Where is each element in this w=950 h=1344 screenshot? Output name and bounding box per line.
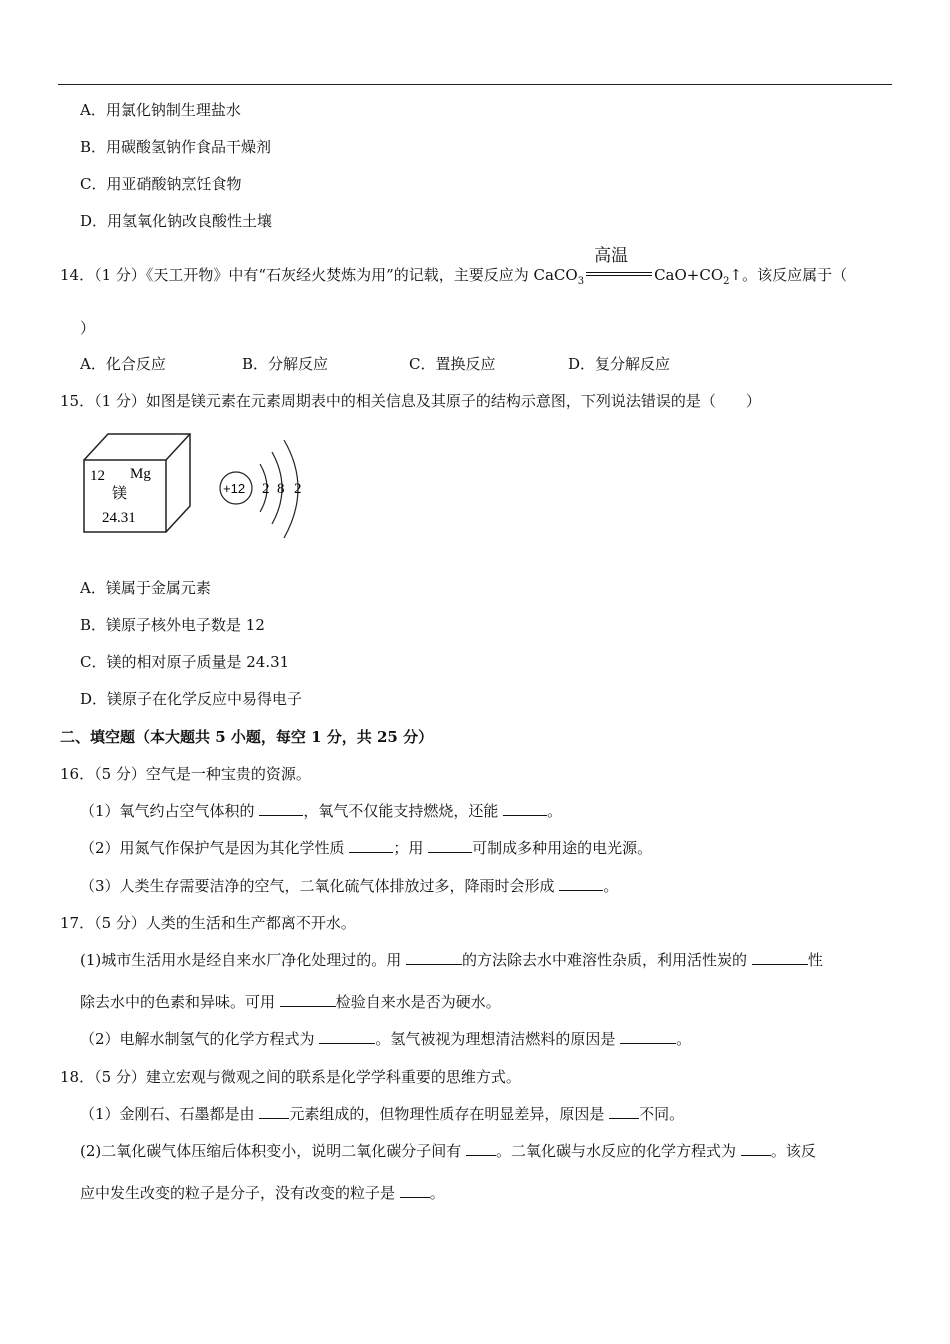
shell-electrons-2: 8 xyxy=(277,481,285,497)
q18-p2-text-d: 应中发生改变的粒子是分子，没有改变的粒子是 xyxy=(80,1184,400,1202)
answer-blank[interactable] xyxy=(466,1141,496,1156)
q18-p2-text-b: 。二氧化碳与水反应的化学方程式为 xyxy=(496,1142,741,1160)
q18-p1-text-c: 不同。 xyxy=(639,1105,685,1123)
q16-p2-text-a: （2）用氮气作保护气是因为其化学性质 xyxy=(80,839,350,857)
q17-p1-text-e: 检验自来水是否为硬水。 xyxy=(335,993,501,1011)
answer-blank[interactable] xyxy=(319,1029,375,1044)
q14-stem-end: ） xyxy=(80,319,96,337)
q18-p2-text-a: (2)二氧化碳气体压缩后体积变小，说明二氧化碳分子间有 xyxy=(80,1142,467,1160)
q17-part-1-line-2 xyxy=(80,992,501,1012)
answer-blank[interactable] xyxy=(620,1029,676,1044)
element-name: 镁 xyxy=(112,484,128,502)
q17-part-2 xyxy=(80,1029,691,1049)
q16-p2-text-b: ；用 xyxy=(393,839,429,857)
q14-stem xyxy=(60,246,848,292)
q14-stem-b: CaO+CO xyxy=(654,266,724,284)
q16-p1-text-c: 。 xyxy=(547,802,563,820)
answer-blank[interactable] xyxy=(609,1104,639,1119)
q14-option-b: B．分解反应 xyxy=(242,355,329,373)
q16-p2-text-c: 可制成多种用途的电光源。 xyxy=(472,839,653,857)
atomic-structure-diagram xyxy=(214,434,314,544)
q18-part-2-line-2 xyxy=(80,1183,445,1203)
q18-part-2-line-1 xyxy=(80,1141,816,1161)
header-rule xyxy=(58,84,892,85)
answer-blank[interactable] xyxy=(400,1183,430,1198)
q18-p2-text-c: 。该反 xyxy=(770,1142,816,1160)
q14-sub-3: 3 xyxy=(577,276,585,287)
answer-blank[interactable] xyxy=(559,876,603,891)
q18-p2-text-e: 。 xyxy=(429,1184,445,1202)
q17-p2-text-a: （2）电解水制氢气的化学方程式为 xyxy=(80,1030,320,1048)
q13-option-a: A．用氯化钠制生理盐水 xyxy=(80,101,241,119)
shell-electrons-1: 2 xyxy=(262,481,270,497)
q17-p2-text-b: 。氢气被视为理想清洁燃料的原因是 xyxy=(375,1030,621,1048)
reaction-condition xyxy=(584,246,654,280)
section-2-title: 二、填空题（本大题共 5 小题，每空 1 分，共 25 分） xyxy=(60,728,434,746)
q14-sub-2: 2 xyxy=(723,276,730,287)
q18-p1-text-b: 元素组成的，但物理性质存在明显差异，原因是 xyxy=(289,1105,610,1123)
periodic-table-cell xyxy=(82,432,192,534)
q15-option-c: C．镁的相对原子质量是 24.31 xyxy=(80,653,290,671)
q14-stem-c: ↑。该反应属于（ xyxy=(729,266,848,284)
q15-stem: 15．（1 分）如图是镁元素在元素周期表中的相关信息及其原子的结构示意图，下列说法错误的是（ ） xyxy=(60,392,761,410)
shell-electrons-3: 2 xyxy=(294,481,302,497)
q18-part-1 xyxy=(80,1104,684,1124)
q17-p1-text-c: 性 xyxy=(807,951,823,969)
answer-blank[interactable] xyxy=(280,992,336,1007)
q13-option-b: B．用碳酸氢钠作食品干燥剂 xyxy=(80,138,272,156)
answer-blank[interactable] xyxy=(752,950,808,965)
q16-p1-text-b: ，氧气不仅能支持燃烧，还能 xyxy=(303,802,504,820)
atomic-number: 12 xyxy=(90,468,105,484)
answer-blank[interactable] xyxy=(349,838,393,853)
q16-p3-text-a: （3）人类生存需要洁净的空气，二氧化硫气体排放过多，降雨时会形成 xyxy=(80,877,560,895)
q17-stem: 17．（5 分）人类的生活和生产都离不开水。 xyxy=(60,914,356,932)
answer-blank[interactable] xyxy=(503,801,547,816)
answer-blank[interactable] xyxy=(259,801,303,816)
answer-blank[interactable] xyxy=(259,1104,289,1119)
answer-blank[interactable] xyxy=(741,1141,771,1156)
q16-part-3 xyxy=(80,876,618,896)
q16-part-1 xyxy=(80,801,562,821)
q14-option-a: A．化合反应 xyxy=(80,355,166,373)
nucleus-charge: +12 xyxy=(223,481,246,496)
condition-label: 高温 xyxy=(594,246,629,266)
q13-option-c: C．用亚硝酸钠烹饪食物 xyxy=(80,175,242,193)
q14-stem-a: 14．（1 分）《天工开物》中有“石灰经火焚炼为用”的记载，主要反应为 CaCO xyxy=(60,266,578,284)
q14-option-d: D．复分解反应 xyxy=(568,355,671,373)
q15-option-a: A．镁属于金属元素 xyxy=(80,579,211,597)
atomic-mass: 24.31 xyxy=(102,510,136,526)
element-symbol: Mg xyxy=(130,466,151,482)
q16-stem: 16．（5 分）空气是一种宝贵的资源。 xyxy=(60,765,311,783)
q17-p1-text-a: (1)城市生活用水是经自来水厂净化处理过的。用 xyxy=(80,951,407,969)
answer-blank[interactable] xyxy=(406,950,462,965)
q16-p3-text-b: 。 xyxy=(603,877,619,895)
q15-option-d: D．镁原子在化学反应中易得电子 xyxy=(80,690,303,708)
q17-p2-text-c: 。 xyxy=(676,1030,692,1048)
q18-p1-text-a: （1）金刚石、石墨都是由 xyxy=(80,1105,260,1123)
q13-option-d: D．用氢氧化钠改良酸性土壤 xyxy=(80,212,273,230)
q16-p1-text-a: （1）氧气约占空气体积的 xyxy=(80,802,260,820)
q16-part-2 xyxy=(80,838,652,858)
q18-stem: 18．（5 分）建立宏观与微观之间的联系是化学学科重要的思维方式。 xyxy=(60,1068,521,1086)
q17-p1-text-d: 除去水中的色素和异味。可用 xyxy=(80,993,280,1011)
q17-part-1-line-1 xyxy=(80,950,823,970)
q15-option-b: B．镁原子核外电子数是 12 xyxy=(80,616,265,634)
q17-p1-text-b: 的方法除去水中难溶性杂质，利用活性炭的 xyxy=(462,951,752,969)
q14-option-c: C．置换反应 xyxy=(409,355,496,373)
answer-blank[interactable] xyxy=(428,838,472,853)
